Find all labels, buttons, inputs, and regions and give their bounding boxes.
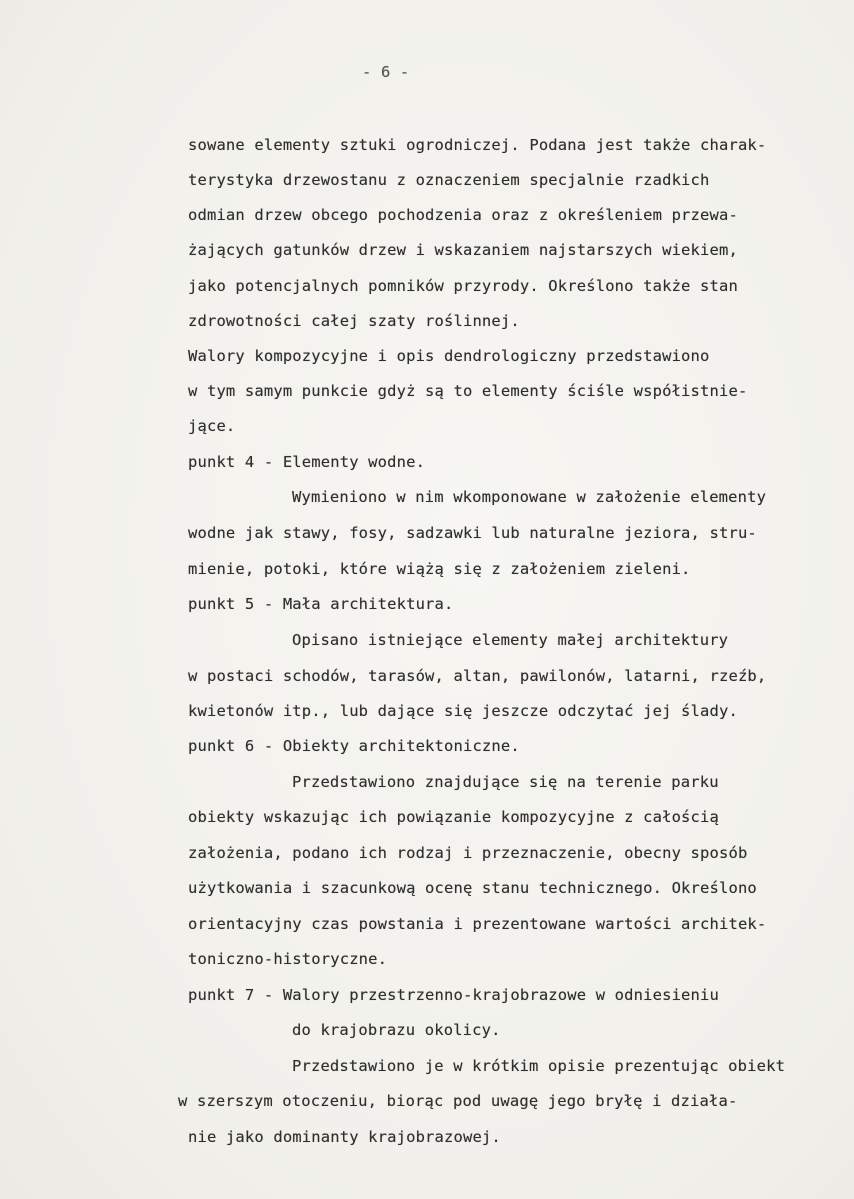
text-line: Przedstawiono znajdujące się na terenie parku <box>292 773 719 791</box>
text-line: odmian drzew obcego pochodzenia oraz z określeniem przewa- <box>188 206 738 224</box>
section-heading: punkt 6 - Obiekty architektoniczne. <box>188 737 520 755</box>
section-heading: punkt 7 - Walory przestrzenno-krajobrazowe w odniesieniu <box>188 986 719 1004</box>
text-line: jako potencjalnych pomników przyrody. Określono także stan <box>188 277 738 295</box>
section-heading: punkt 5 - Mała architektura. <box>188 595 454 613</box>
text-line: wodne jak stawy, fosy, sadzawki lub naturalne jeziora, stru- <box>188 524 757 542</box>
text-line: Wymieniono w nim wkomponowane w założenie elementy <box>292 488 767 506</box>
text-line: obiekty wskazując ich powiązanie kompozycyjne z całością <box>188 808 719 826</box>
text-line: toniczno-historyczne. <box>188 950 388 968</box>
section-heading-continued: do krajobrazu okolicy. <box>292 1021 501 1039</box>
text-line: Opisano istniejące elementy małej architektury <box>292 631 729 649</box>
text-line: Przedstawiono je w krótkim opisie prezentując obiekt <box>292 1057 786 1075</box>
text-line: żających gatunków drzew i wskazaniem najstarszych wiekiem, <box>188 241 738 259</box>
text-line: mienie, potoki, które wiążą się z założeniem zieleni. <box>188 560 691 578</box>
page-number: - 6 - <box>362 63 410 81</box>
text-line: w szerszym otoczeniu, biorąc pod uwagę jego bryłę i działa- <box>178 1092 738 1110</box>
text-line: nie jako dominanty krajobrazowej. <box>188 1128 501 1146</box>
text-line: założenia, podano ich rodzaj i przeznaczenie, obecny sposób <box>188 844 748 862</box>
text-line: w postaci schodów, tarasów, altan, pawilonów, latarni, rzeźb, <box>188 667 767 685</box>
section-heading: punkt 4 - Elementy wodne. <box>188 453 426 471</box>
text-line: Walory kompozycyjne i opis dendrologiczny przedstawiono <box>188 347 710 365</box>
text-line: orientacyjny czas powstania i prezentowane wartości architek- <box>188 915 767 933</box>
text-line: jące. <box>188 417 236 435</box>
text-line: sowane elementy sztuki ogrodniczej. Podana jest także charak- <box>188 136 767 154</box>
text-line: użytkowania i szacunkową ocenę stanu technicznego. Określono <box>188 879 757 897</box>
text-line: zdrowotności całej szaty roślinnej. <box>188 312 520 330</box>
text-line: w tym samym punkcie gdyż są to elementy ściśle współistnie- <box>188 382 748 400</box>
text-line: terystyka drzewostanu z oznaczeniem specjalnie rzadkich <box>188 171 710 189</box>
text-line: kwietonów itp., lub dające się jeszcze odczytać jej ślady. <box>188 702 738 720</box>
